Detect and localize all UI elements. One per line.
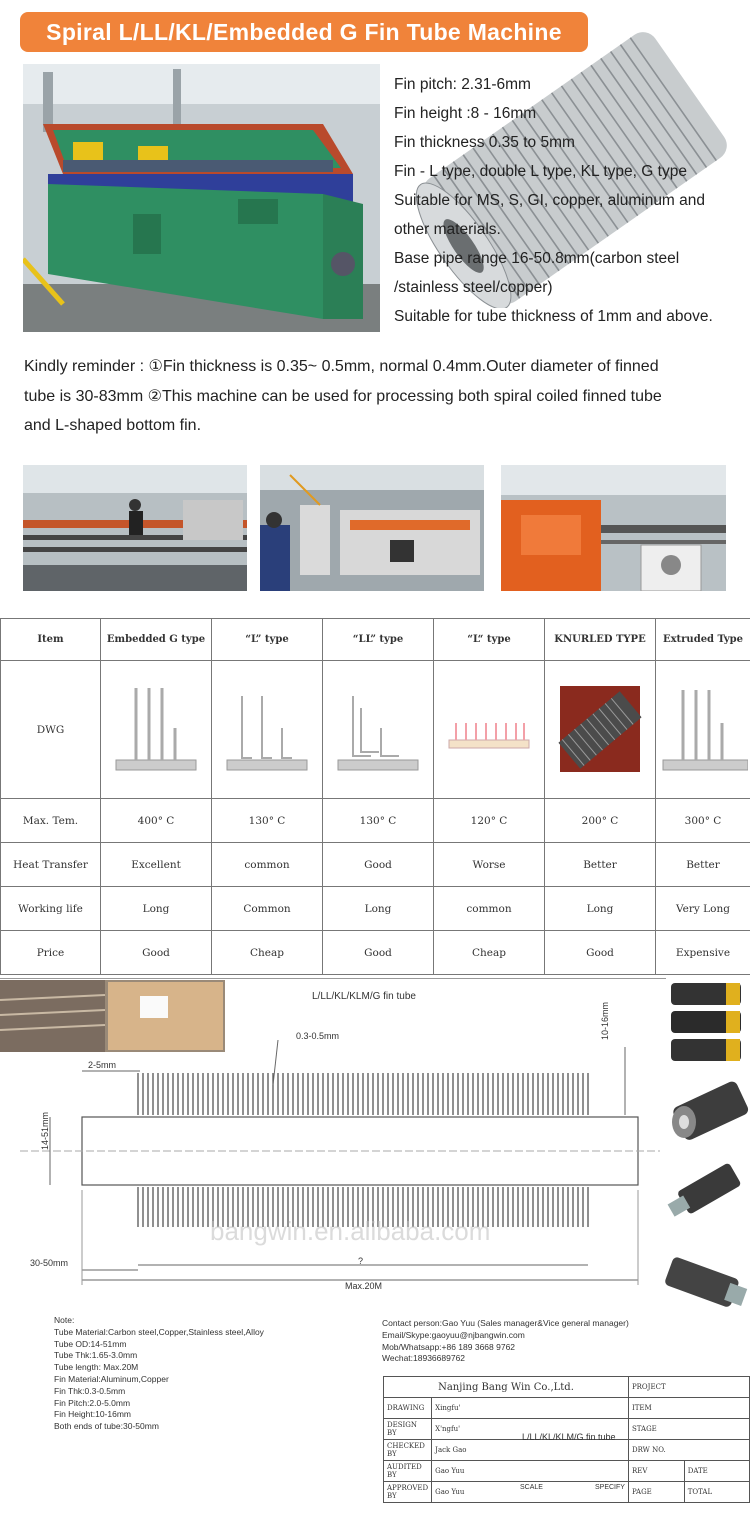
- table-row: [1, 799, 750, 843]
- table-cell: Cheap: [212, 931, 323, 975]
- l-type-drawing: [212, 661, 323, 799]
- kindly-reminder: [24, 352, 736, 441]
- table-cell: Long: [545, 887, 656, 931]
- table-cell: 120° C: [434, 799, 545, 843]
- title-block-spec: SPECIFY: [595, 1484, 625, 1491]
- fin-tube-photo-1: [666, 978, 750, 1070]
- fin-tube-photo-3: [662, 1158, 750, 1232]
- spec-item: Fin height :8 - 16mm: [394, 105, 537, 122]
- company-name: Nanjing Bang Win Co.,Ltd.: [384, 1377, 629, 1398]
- note-line: Tube Thk:1.65-3.0mm: [54, 1350, 138, 1361]
- table-cell: Excellent: [101, 843, 212, 887]
- ll-type-drawing: [323, 661, 434, 799]
- column-header: Item: [1, 619, 101, 661]
- tube-ends-dim: 30-50mm: [30, 1258, 69, 1268]
- table-cell: Cheap: [434, 931, 545, 975]
- table-cell: 200° C: [545, 799, 656, 843]
- drawing-notes: [54, 1315, 304, 1433]
- tb-value: X'ngfu': [432, 1419, 629, 1440]
- tb-label: CHECKED BY: [384, 1440, 432, 1461]
- fin-tube-photo-4: [658, 1250, 750, 1320]
- watermark: bangwin.en.alibaba.com: [210, 1216, 491, 1246]
- note-line: Fin Material:Aluminum,Copper: [54, 1373, 169, 1384]
- tb-value: Jack Gao: [432, 1440, 629, 1461]
- table-cell: common: [434, 887, 545, 931]
- row-label: DWG: [1, 661, 101, 799]
- note-line: Fin Height:10-16mm: [54, 1409, 132, 1420]
- machine-photo: [23, 64, 380, 332]
- workshop-photo-2: [260, 465, 484, 591]
- fin-thickness-dim: 0.3-0.5mm: [296, 1031, 340, 1041]
- contact-line: Mob/Whatsapp:+86 189 3668 9762: [382, 1341, 516, 1352]
- tb-right-label: ITEM: [628, 1398, 749, 1419]
- table-cell: 300° C: [656, 799, 750, 843]
- max-length-dim: Max.20M: [345, 1281, 383, 1291]
- embedded-g-drawing: [101, 661, 212, 799]
- row-label: Working life: [1, 887, 101, 931]
- tb-label: DRAWING: [384, 1398, 432, 1419]
- tb-label: DESIGN BY: [384, 1419, 432, 1440]
- finned-length-dim: ?: [358, 1256, 364, 1266]
- tb-value: Xingfu': [432, 1398, 629, 1419]
- table-row: [1, 661, 750, 799]
- tb-value: Gao Yuu: [432, 1482, 629, 1503]
- reminder-line: and L-shaped bottom fin.: [24, 417, 202, 434]
- tube-od-dim: 14-51mm: [40, 1111, 50, 1150]
- contact-info: [382, 1318, 742, 1365]
- table-cell: 400° C: [101, 799, 212, 843]
- spec-item: Suitable for MS, S, GI, copper, aluminum and: [394, 192, 706, 209]
- tb-right-label: PAGE: [628, 1482, 684, 1503]
- note-line: Tube length: Max.20M: [54, 1362, 139, 1373]
- table-cell: Very Long: [656, 887, 750, 931]
- table-cell: Long: [101, 887, 212, 931]
- reminder-line: Kindly reminder : ①Fin thickness is 0.35~ 0.5mm, normal 0.4mm.Outer diameter of finned: [24, 358, 659, 375]
- table-cell: Worse: [434, 843, 545, 887]
- table-cell: 130° C: [323, 799, 434, 843]
- note-line: Fin Pitch:2.0-5.0mm: [54, 1397, 131, 1408]
- table-cell: Good: [323, 843, 434, 887]
- fin-tube-photo-2: [666, 1072, 750, 1152]
- row-label: Max. Tem.: [1, 799, 101, 843]
- spec-item: Base pipe range 16-50.8mm(carbon steel: [394, 250, 680, 267]
- tb-right-label: DRW NO.: [628, 1440, 749, 1461]
- column-header: KNURLED TYPE: [545, 619, 656, 661]
- column-header: “L” type: [212, 619, 323, 661]
- tb-value: Gao Yuu: [432, 1461, 629, 1482]
- drawing-title: L/LL/KL/KLM/G fin tube: [312, 991, 416, 1002]
- tb-right-label: DATE: [684, 1461, 749, 1482]
- spec-item: /stainless steel/copper): [394, 279, 553, 296]
- row-label: Price: [1, 931, 101, 975]
- extruded-type-drawing: [656, 661, 750, 799]
- workshop-photo-3: [501, 465, 726, 591]
- tb-right-label: TOTAL: [684, 1482, 749, 1503]
- spec-item: Fin thickness 0.35 to 5mm: [394, 134, 575, 151]
- contact-line: Contact person:Gao Yuu (Sales manager&Vice general manager): [382, 1318, 629, 1328]
- table-cell: Better: [656, 843, 750, 887]
- table-cell: Common: [212, 887, 323, 931]
- note-line: Note:: [54, 1315, 75, 1325]
- tb-label: AUDITED BY: [384, 1461, 432, 1482]
- column-header: Embedded G type: [101, 619, 212, 661]
- table-cell: Expensive: [656, 931, 750, 975]
- note-line: Tube OD:14-51mm: [54, 1338, 127, 1349]
- note-line: Fin Thk:0.3-0.5mm: [54, 1385, 126, 1396]
- tb-label: APPROVED BY: [384, 1482, 432, 1503]
- workshop-photo-1: [23, 465, 247, 591]
- table-row: [1, 843, 750, 887]
- knurled-type-photo: [545, 661, 656, 799]
- spec-item: other materials.: [394, 221, 501, 238]
- table-cell: Good: [101, 931, 212, 975]
- table-header-row: [1, 619, 750, 661]
- tb-right-label: PROJECT: [628, 1377, 749, 1398]
- spec-item: Fin pitch: 2.31-6mm: [394, 76, 531, 93]
- table-cell: common: [212, 843, 323, 887]
- column-header: “L“ type: [434, 619, 545, 661]
- note-line: Tube Material:Carbon steel,Copper,Stainless steel,Alloy: [54, 1326, 264, 1337]
- table-cell: Better: [545, 843, 656, 887]
- spec-item: Fin - L type, double L type, KL type, G type: [394, 163, 687, 180]
- title-block-scale: SCALE: [520, 1484, 543, 1491]
- table-row: [1, 887, 750, 931]
- table-cell: 130° C: [212, 799, 323, 843]
- contact-line: Wechat:18936689762: [382, 1353, 466, 1364]
- spec-item: Suitable for tube thickness of 1mm and above.: [394, 308, 713, 325]
- reminder-line: tube is 30-83mm ②This machine can be used for processing both spiral coiled finned tube: [24, 387, 662, 405]
- column-header: “LL” type: [323, 619, 434, 661]
- table-cell: Long: [323, 887, 434, 931]
- tb-right-label: REV: [628, 1461, 684, 1482]
- spec-list: [394, 70, 750, 331]
- tb-right-label: STAGE: [628, 1419, 749, 1440]
- column-header: Extruded Type: [656, 619, 750, 661]
- title-block-part: L/LL/KL/KLM/G fin tube: [522, 1432, 616, 1442]
- note-line: Both ends of tube:30-50mm: [54, 1421, 159, 1432]
- fin-height-dim: 10-16mm: [600, 1001, 610, 1040]
- l-type-red-drawing: [434, 661, 545, 799]
- table-cell: Good: [545, 931, 656, 975]
- fin-pitch-dim: 2-5mm: [88, 1060, 117, 1070]
- table-row: [1, 931, 750, 975]
- table-cell: Good: [323, 931, 434, 975]
- contact-line: Email/Skype:gaoyuu@njbangwin.com: [382, 1329, 525, 1340]
- row-label: Heat Transfer: [1, 843, 101, 887]
- page-title: Spiral L/LL/KL/Embedded G Fin Tube Machine: [20, 12, 588, 52]
- fin-type-comparison-table: [0, 618, 750, 975]
